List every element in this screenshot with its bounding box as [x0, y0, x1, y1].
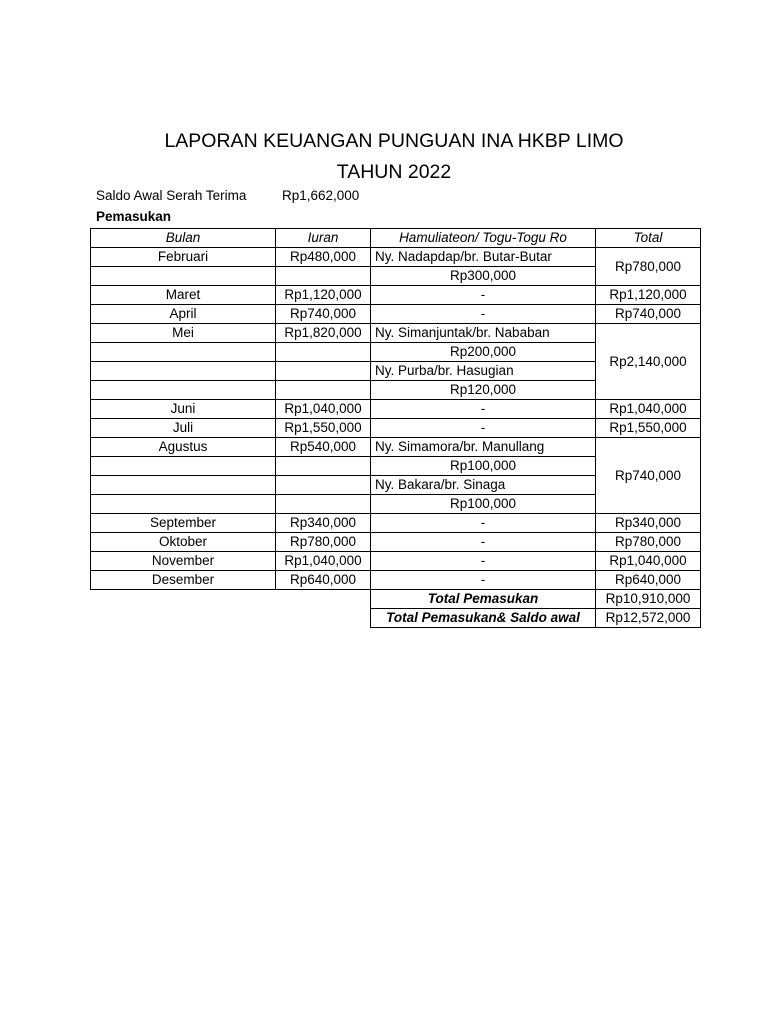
cell-empty: [91, 343, 276, 362]
report-title: LAPORAN KEUANGAN PUNGUAN INA HKBP LIMO: [164, 130, 624, 152]
cell-total: Rp1,550,000: [596, 419, 701, 438]
cell-empty: [91, 267, 276, 286]
cell-hamuliateon-name: Ny. Nadapdap/br. Butar-Butar: [371, 248, 596, 267]
cell-total: Rp1,120,000: [596, 286, 701, 305]
cell-iuran: Rp1,120,000: [276, 286, 371, 305]
cell-hamuliateon-name: Ny. Simanjuntak/br. Nababan: [371, 324, 596, 343]
cell-iuran: Rp640,000: [276, 571, 371, 590]
cell-hamuliateon: -: [371, 286, 596, 305]
cell-bulan: November: [91, 552, 276, 571]
cell-hamuliateon-amount: Rp200,000: [371, 343, 596, 362]
cell-total: Rp740,000: [596, 438, 701, 514]
cell-iuran: Rp540,000: [276, 438, 371, 457]
cell-hamuliateon-name: Ny. Bakara/br. Sinaga: [371, 476, 596, 495]
cell-total: Rp640,000: [596, 571, 701, 590]
table-row: [91, 248, 701, 267]
header-hamuliateon: Hamuliateon/ Togu-Togu Ro: [371, 229, 596, 248]
income-table: [90, 228, 701, 628]
header-iuran: Iuran: [276, 229, 371, 248]
total-pemasukan-value: Rp10,910,000: [596, 590, 701, 609]
cell-bulan: September: [91, 514, 276, 533]
cell-hamuliateon: -: [371, 571, 596, 590]
total-with-saldo-value: Rp12,572,000: [596, 609, 701, 628]
table-row: [91, 286, 701, 305]
table-row: [91, 514, 701, 533]
saldo-awal-label: Saldo Awal Serah Terima: [96, 188, 247, 203]
cell-hamuliateon-name: Ny. Purba/br. Hasugian: [371, 362, 596, 381]
cell-hamuliateon-amount: Rp300,000: [371, 267, 596, 286]
total-pemasukan-label: Total Pemasukan: [371, 590, 596, 609]
cell-total: Rp340,000: [596, 514, 701, 533]
table-header-row: [91, 229, 701, 248]
cell-hamuliateon-amount: Rp100,000: [371, 495, 596, 514]
cell-iuran: Rp1,040,000: [276, 400, 371, 419]
cell-hamuliateon: -: [371, 552, 596, 571]
cell-iuran: Rp780,000: [276, 533, 371, 552]
table-row: [91, 438, 701, 457]
cell-empty: [91, 381, 276, 400]
cell-spacer: [276, 609, 371, 628]
total-pemasukan-row: [91, 590, 701, 609]
cell-empty: [276, 343, 371, 362]
total-with-saldo-row: [91, 609, 701, 628]
cell-iuran: Rp340,000: [276, 514, 371, 533]
table-row: [91, 552, 701, 571]
cell-iuran: Rp1,040,000: [276, 552, 371, 571]
cell-iuran: Rp1,820,000: [276, 324, 371, 343]
cell-empty: [91, 495, 276, 514]
cell-bulan: Oktober: [91, 533, 276, 552]
cell-iuran: Rp1,550,000: [276, 419, 371, 438]
cell-bulan: Juli: [91, 419, 276, 438]
cell-hamuliateon: -: [371, 419, 596, 438]
cell-bulan: April: [91, 305, 276, 324]
table-row: [91, 305, 701, 324]
cell-empty: [276, 457, 371, 476]
cell-bulan: Juni: [91, 400, 276, 419]
table-row: [91, 324, 701, 343]
cell-iuran: Rp480,000: [276, 248, 371, 267]
table-row: [91, 419, 701, 438]
cell-empty: [276, 476, 371, 495]
cell-spacer: [91, 609, 276, 628]
cell-hamuliateon-amount: Rp120,000: [371, 381, 596, 400]
cell-empty: [276, 362, 371, 381]
table-row: [91, 400, 701, 419]
section-pemasukan-label: Pemasukan: [96, 209, 172, 224]
cell-empty: [91, 476, 276, 495]
cell-empty: [91, 457, 276, 476]
cell-bulan: Februari: [91, 248, 276, 267]
cell-bulan: Maret: [91, 286, 276, 305]
cell-bulan: Desember: [91, 571, 276, 590]
cell-total: Rp1,040,000: [596, 552, 701, 571]
cell-iuran: Rp740,000: [276, 305, 371, 324]
cell-hamuliateon: -: [371, 305, 596, 324]
cell-empty: [91, 362, 276, 381]
total-with-saldo-label: Total Pemasukan& Saldo awal: [371, 609, 596, 628]
table-row: [91, 571, 701, 590]
cell-spacer: [91, 590, 276, 609]
cell-hamuliateon: -: [371, 400, 596, 419]
header-bulan: Bulan: [91, 229, 276, 248]
cell-empty: [276, 381, 371, 400]
cell-hamuliateon-name: Ny. Simamora/br. Manullang: [371, 438, 596, 457]
report-year: TAHUN 2022: [336, 161, 452, 183]
cell-hamuliateon: -: [371, 514, 596, 533]
saldo-awal-value: Rp1,662,000: [282, 188, 360, 203]
table-row: [91, 533, 701, 552]
cell-hamuliateon: -: [371, 533, 596, 552]
cell-total: Rp780,000: [596, 248, 701, 286]
header-total: Total: [596, 229, 701, 248]
cell-spacer: [276, 590, 371, 609]
cell-total: Rp2,140,000: [596, 324, 701, 400]
cell-total: Rp780,000: [596, 533, 701, 552]
cell-empty: [276, 267, 371, 286]
cell-bulan: Mei: [91, 324, 276, 343]
cell-total: Rp740,000: [596, 305, 701, 324]
cell-bulan: Agustus: [91, 438, 276, 457]
cell-total: Rp1,040,000: [596, 400, 701, 419]
cell-hamuliateon-amount: Rp100,000: [371, 457, 596, 476]
cell-empty: [276, 495, 371, 514]
